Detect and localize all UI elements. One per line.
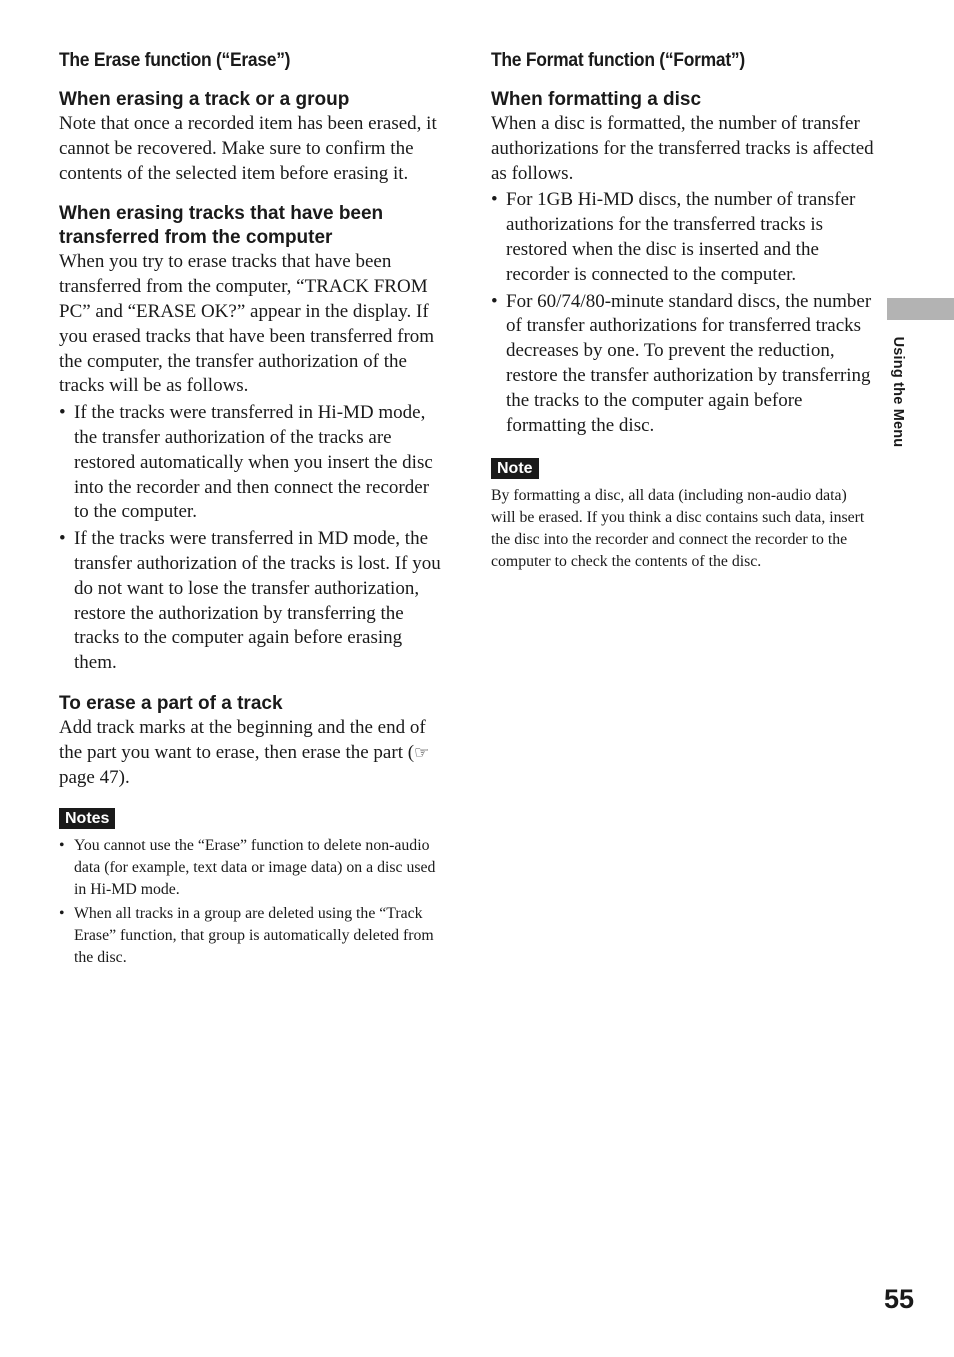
bullet-icon: • xyxy=(59,905,65,923)
page-reference-link[interactable]: page 47 xyxy=(59,766,119,788)
right-column xyxy=(491,46,875,573)
list-item: • For 60/74/80-minute standard discs, the number of transfer authorizations for transferred tracks decreases by one. To prevent the reduction, restore the transfer authorization by transferring the tracks to the computer again before formatting the disc. xyxy=(491,290,872,436)
note-badge: Note xyxy=(491,458,539,479)
bullet-icon: • xyxy=(59,837,65,855)
left-column xyxy=(59,46,443,971)
transferred-tracks-heading: When erasing tracks that have been transferred from the computer xyxy=(59,203,384,249)
formatting-disc-list xyxy=(491,188,875,438)
erasing-track-heading: When erasing a track or a group xyxy=(59,89,350,110)
list-item: • If the tracks were transferred in Hi-MD mode, the transfer authorization of the tracks are restored automatically when you insert the disc into the recorder and then connect the recorder to the computer. xyxy=(59,402,433,523)
list-item: • You cannot use the “Erase” function to delete non-audio data (for example, text data or image data) on a disc used in Hi-MD mode. xyxy=(59,837,436,899)
bullet-icon: • xyxy=(59,528,66,550)
erase-part-heading: To erase a part of a track xyxy=(59,692,283,714)
note-text: By formatting a disc, all data (including non-audio data) will be erased. If you think a disc contains such data, insert the disc into the recorder and connect the recorder to the computer to check the contents of the disc. xyxy=(491,487,865,571)
erase-part-body: Add track marks at the beginning and the end of the part you want to erase, then erase the part (☞ page 47). xyxy=(59,716,430,788)
bullet-icon: • xyxy=(491,290,498,312)
format-function-title: The Format function (“Format”) xyxy=(491,50,745,71)
bullet-icon: • xyxy=(491,189,498,211)
list-item: • If the tracks were transferred in MD mode, the transfer authorization of the tracks is lost. If you do not want to lose the transfer authorization, restore the authorization by transferring the tracks to the computer again before erasing them. xyxy=(59,528,441,674)
transferred-tracks-body: When you try to erase tracks that have been transferred from the computer, “TRACK FROM PC” and “ERASE OK?” appear in the display. If you erased tracks that have been transferred from the computer, the transfer authorization of the tracks will be as follows. xyxy=(59,251,435,397)
list-item: • For 1GB Hi-MD discs, the number of transfer authorizations for the transferred tracks is restored when the disc is inserted and the recorder is connected to the computer. xyxy=(491,189,856,285)
formatting-disc-body: When a disc is formatted, the number of transfer authorizations for the transferred tracks is affected as follows. xyxy=(491,113,874,184)
page-reference-icon: ☞ xyxy=(414,742,430,763)
notes-badge: Notes xyxy=(59,808,115,829)
erase-function-title: The Erase function (“Erase”) xyxy=(59,50,291,71)
transferred-tracks-list xyxy=(59,401,443,676)
section-tab-marker xyxy=(887,298,954,320)
formatting-disc-heading: When formatting a disc xyxy=(491,89,702,110)
notes-list xyxy=(59,835,443,969)
bullet-icon: • xyxy=(59,402,66,424)
page-number: 55 xyxy=(884,1284,915,1314)
list-item: • When all tracks in a group are deleted using the “Track Erase” function, that group is automatically deleted from the disc. xyxy=(59,905,434,967)
erasing-track-body: Note that once a recorded item has been erased, it cannot be recovered. Make sure to confirm the contents of the selected item before erasing it. xyxy=(59,113,437,184)
